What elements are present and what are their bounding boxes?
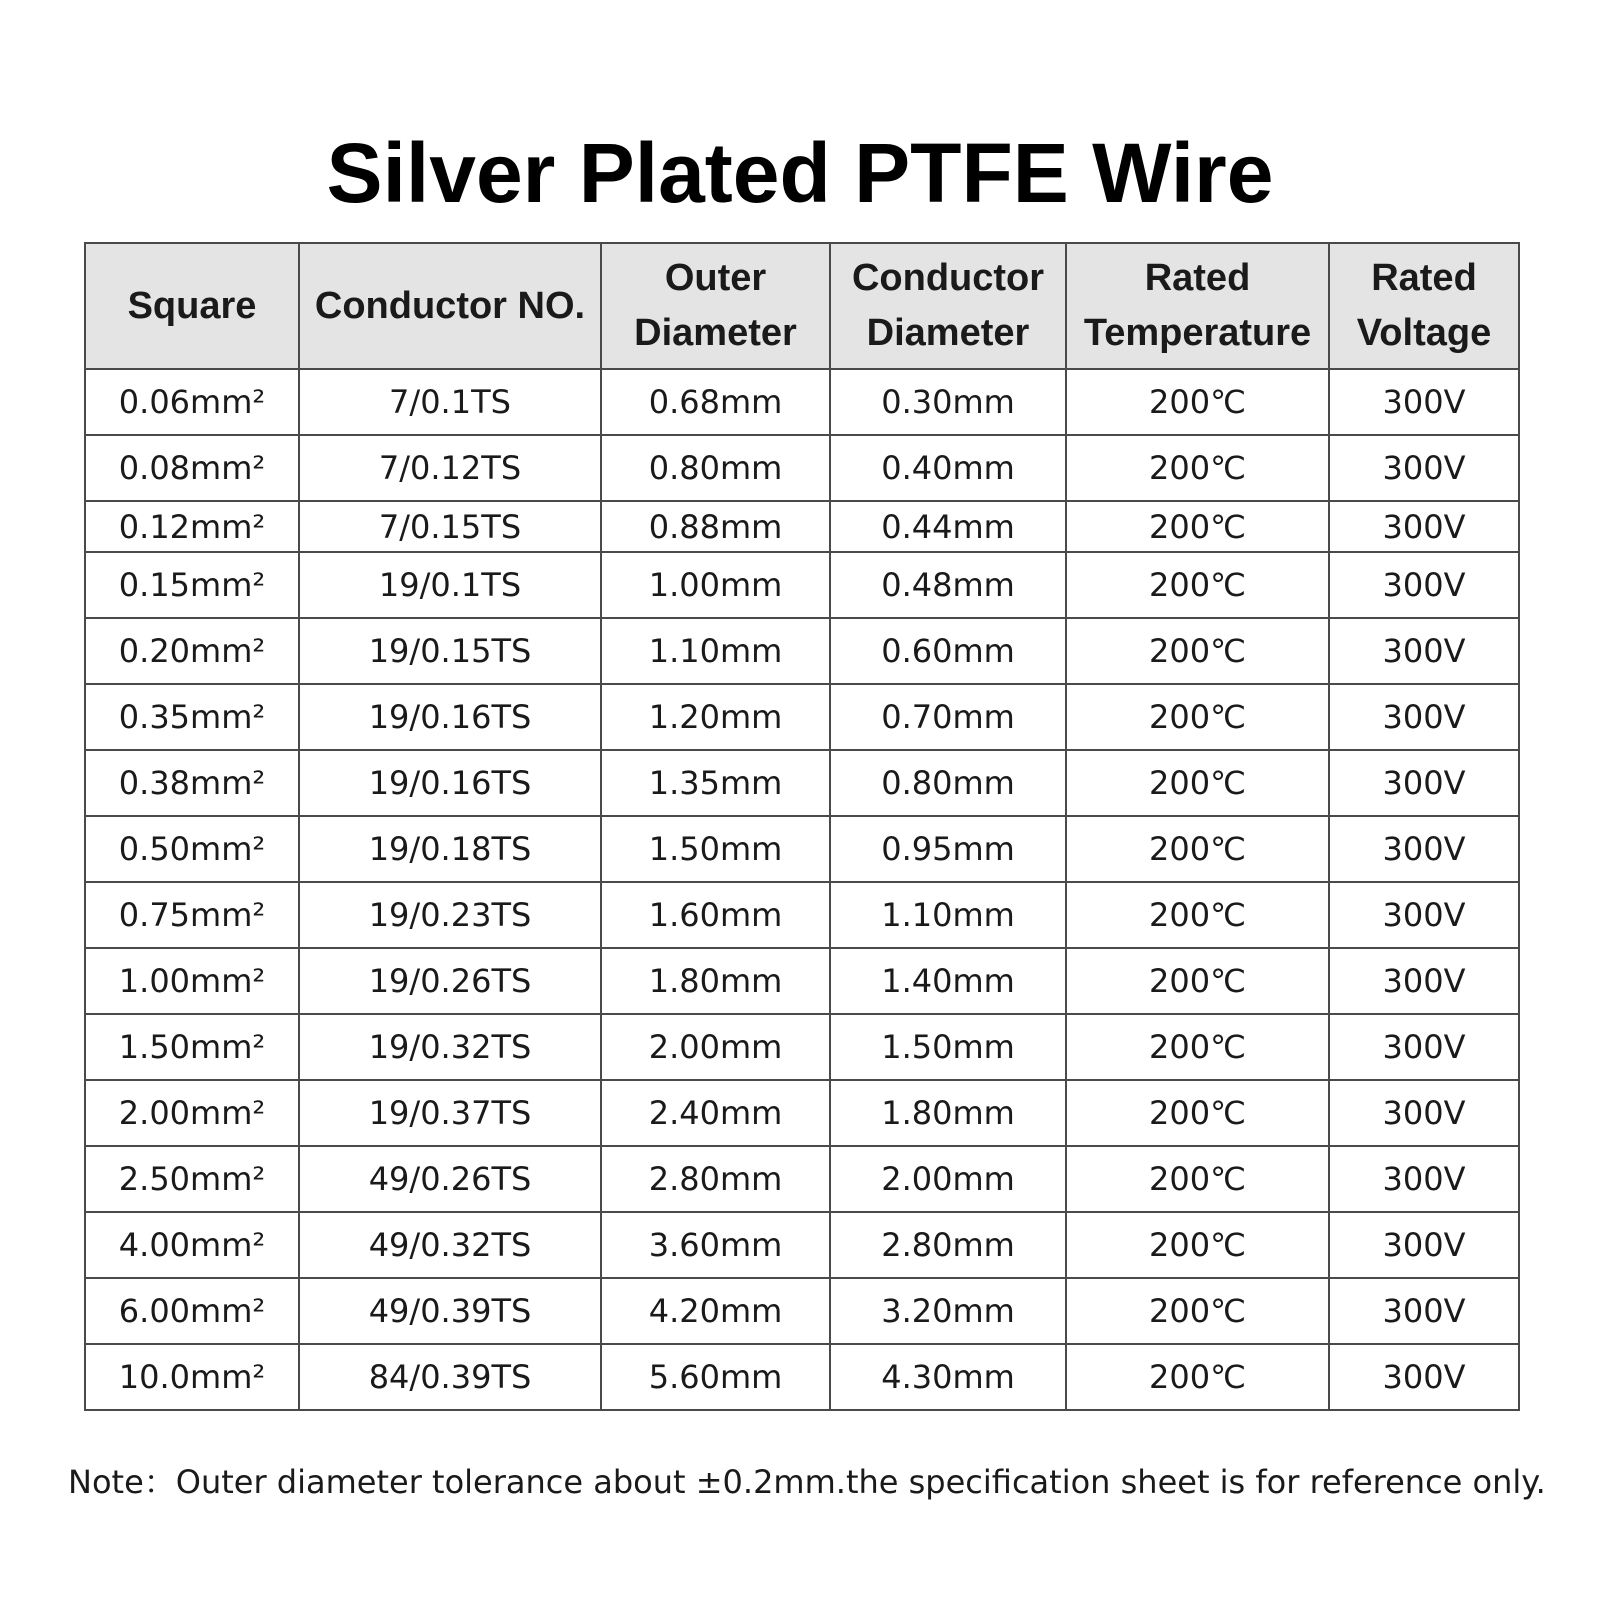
square-cell: 10.0mm² bbox=[85, 1344, 299, 1410]
rated-temperature-cell: 200℃ bbox=[1066, 1014, 1329, 1080]
conductor-diameter-cell: 0.30mm bbox=[830, 369, 1066, 435]
outer-diameter-cell: 0.88mm bbox=[601, 501, 830, 552]
rated-temperature-cell: 200℃ bbox=[1066, 882, 1329, 948]
footnote: Note：Outer diameter tolerance about ±0.2mm.the specification sheet is for reference only. bbox=[68, 1463, 1546, 1501]
header-square-line-1: Square bbox=[127, 284, 257, 327]
header-conductor-diameter-line-2: Diameter bbox=[866, 312, 1030, 354]
outer-diameter-cell: 1.80mm bbox=[601, 948, 830, 1014]
table-row bbox=[85, 435, 1519, 501]
rated-voltage-cell: 300V bbox=[1329, 369, 1519, 435]
table-row bbox=[85, 948, 1519, 1014]
conductor-diameter-cell: 4.30mm bbox=[830, 1344, 1066, 1410]
outer-diameter-cell: 1.35mm bbox=[601, 750, 830, 816]
header-square bbox=[85, 243, 299, 369]
outer-diameter-cell: 3.60mm bbox=[601, 1212, 830, 1278]
header-rated-temperature-line-2: Temperature bbox=[1083, 312, 1312, 354]
conductor-diameter-cell: 2.00mm bbox=[830, 1146, 1066, 1212]
rated-voltage-cell: 300V bbox=[1329, 501, 1519, 552]
rated-temperature-cell: 200℃ bbox=[1066, 948, 1329, 1014]
rated-temperature-cell: 200℃ bbox=[1066, 1212, 1329, 1278]
square-cell: 0.50mm² bbox=[85, 816, 299, 882]
outer-diameter-cell: 1.20mm bbox=[601, 684, 830, 750]
rated-voltage-cell: 300V bbox=[1329, 816, 1519, 882]
rated-voltage-cell: 300V bbox=[1329, 1080, 1519, 1146]
table-row bbox=[85, 1212, 1519, 1278]
square-cell: 0.38mm² bbox=[85, 750, 299, 816]
conductor-diameter-cell: 1.80mm bbox=[830, 1080, 1066, 1146]
rated-voltage-cell: 300V bbox=[1329, 684, 1519, 750]
rated-voltage-cell: 300V bbox=[1329, 552, 1519, 618]
table-row bbox=[85, 684, 1519, 750]
outer-diameter-cell: 1.00mm bbox=[601, 552, 830, 618]
table-row bbox=[85, 1344, 1519, 1410]
page-title: Silver Plated PTFE Wire bbox=[326, 126, 1274, 220]
conductor-diameter-cell: 0.70mm bbox=[830, 684, 1066, 750]
conductor-no-cell: 19/0.18TS bbox=[299, 816, 601, 882]
header-rated-voltage-line-1: Rated bbox=[1371, 257, 1477, 299]
rated-temperature-cell: 200℃ bbox=[1066, 435, 1329, 501]
table-row bbox=[85, 618, 1519, 684]
square-cell: 1.50mm² bbox=[85, 1014, 299, 1080]
square-cell: 4.00mm² bbox=[85, 1212, 299, 1278]
conductor-diameter-cell: 0.44mm bbox=[830, 501, 1066, 552]
rated-voltage-cell: 300V bbox=[1329, 1344, 1519, 1410]
header-outer-diameter bbox=[601, 243, 830, 369]
rated-temperature-cell: 200℃ bbox=[1066, 1146, 1329, 1212]
rated-voltage-cell: 300V bbox=[1329, 1146, 1519, 1212]
outer-diameter-cell: 2.40mm bbox=[601, 1080, 830, 1146]
conductor-diameter-cell: 1.10mm bbox=[830, 882, 1066, 948]
header-outer-diameter-line-2: Diameter bbox=[634, 312, 797, 354]
conductor-diameter-cell: 0.40mm bbox=[830, 435, 1066, 501]
outer-diameter-cell: 4.20mm bbox=[601, 1278, 830, 1344]
rated-voltage-cell: 300V bbox=[1329, 435, 1519, 501]
rated-temperature-cell: 200℃ bbox=[1066, 369, 1329, 435]
outer-diameter-cell: 2.00mm bbox=[601, 1014, 830, 1080]
rated-temperature-cell: 200℃ bbox=[1066, 684, 1329, 750]
square-cell: 0.08mm² bbox=[85, 435, 299, 501]
header-rated-voltage-line-2: Voltage bbox=[1356, 312, 1492, 354]
header-outer-diameter-line-1: Outer bbox=[664, 257, 767, 299]
spec-table bbox=[84, 242, 1520, 1411]
square-cell: 0.20mm² bbox=[85, 618, 299, 684]
conductor-no-cell: 19/0.37TS bbox=[299, 1080, 601, 1146]
square-cell: 0.12mm² bbox=[85, 501, 299, 552]
conductor-no-cell: 19/0.15TS bbox=[299, 618, 601, 684]
conductor-diameter-cell: 0.60mm bbox=[830, 618, 1066, 684]
outer-diameter-cell: 0.68mm bbox=[601, 369, 830, 435]
conductor-diameter-cell: 0.95mm bbox=[830, 816, 1066, 882]
square-cell: 2.00mm² bbox=[85, 1080, 299, 1146]
conductor-diameter-cell: 0.48mm bbox=[830, 552, 1066, 618]
rated-voltage-cell: 300V bbox=[1329, 750, 1519, 816]
conductor-no-cell: 84/0.39TS bbox=[299, 1344, 601, 1410]
conductor-no-cell: 19/0.1TS bbox=[299, 552, 601, 618]
header-conductor-diameter bbox=[830, 243, 1066, 369]
outer-diameter-cell: 5.60mm bbox=[601, 1344, 830, 1410]
conductor-no-cell: 19/0.16TS bbox=[299, 750, 601, 816]
header-rated-temperature bbox=[1066, 243, 1329, 369]
spec-table-header bbox=[85, 243, 1519, 369]
conductor-no-cell: 7/0.15TS bbox=[299, 501, 601, 552]
rated-voltage-cell: 300V bbox=[1329, 948, 1519, 1014]
square-cell: 2.50mm² bbox=[85, 1146, 299, 1212]
square-cell: 0.15mm² bbox=[85, 552, 299, 618]
rated-temperature-cell: 200℃ bbox=[1066, 552, 1329, 618]
outer-diameter-cell: 1.50mm bbox=[601, 816, 830, 882]
conductor-no-cell: 49/0.39TS bbox=[299, 1278, 601, 1344]
outer-diameter-cell: 0.80mm bbox=[601, 435, 830, 501]
header-conductor-diameter-line-1: Conductor bbox=[851, 257, 1045, 299]
rated-voltage-cell: 300V bbox=[1329, 882, 1519, 948]
rated-temperature-cell: 200℃ bbox=[1066, 1080, 1329, 1146]
rated-temperature-cell: 200℃ bbox=[1066, 1278, 1329, 1344]
conductor-diameter-cell: 0.80mm bbox=[830, 750, 1066, 816]
rated-voltage-cell: 300V bbox=[1329, 1014, 1519, 1080]
square-cell: 0.35mm² bbox=[85, 684, 299, 750]
header-rated-voltage bbox=[1329, 243, 1519, 369]
square-cell: 0.75mm² bbox=[85, 882, 299, 948]
rated-temperature-cell: 200℃ bbox=[1066, 816, 1329, 882]
conductor-no-cell: 49/0.32TS bbox=[299, 1212, 601, 1278]
rated-temperature-cell: 200℃ bbox=[1066, 501, 1329, 552]
square-cell: 0.06mm² bbox=[85, 369, 299, 435]
rated-temperature-cell: 200℃ bbox=[1066, 1344, 1329, 1410]
table-row bbox=[85, 816, 1519, 882]
conductor-no-cell: 19/0.32TS bbox=[299, 1014, 601, 1080]
spec-table-body bbox=[85, 369, 1519, 1410]
outer-diameter-cell: 1.10mm bbox=[601, 618, 830, 684]
conductor-no-cell: 7/0.12TS bbox=[299, 435, 601, 501]
conductor-no-cell: 19/0.16TS bbox=[299, 684, 601, 750]
table-row bbox=[85, 1146, 1519, 1212]
conductor-no-cell: 19/0.23TS bbox=[299, 882, 601, 948]
conductor-diameter-cell: 2.80mm bbox=[830, 1212, 1066, 1278]
conductor-diameter-cell: 1.40mm bbox=[830, 948, 1066, 1014]
table-row bbox=[85, 1014, 1519, 1080]
table-row bbox=[85, 750, 1519, 816]
table-row bbox=[85, 552, 1519, 618]
rated-voltage-cell: 300V bbox=[1329, 1278, 1519, 1344]
table-row bbox=[85, 1080, 1519, 1146]
header-conductor-no bbox=[299, 243, 601, 369]
rated-temperature-cell: 200℃ bbox=[1066, 750, 1329, 816]
conductor-no-cell: 49/0.26TS bbox=[299, 1146, 601, 1212]
conductor-diameter-cell: 3.20mm bbox=[830, 1278, 1066, 1344]
conductor-diameter-cell: 1.50mm bbox=[830, 1014, 1066, 1080]
table-row bbox=[85, 1278, 1519, 1344]
header-row bbox=[85, 243, 1519, 369]
rated-voltage-cell: 300V bbox=[1329, 618, 1519, 684]
table-row bbox=[85, 369, 1519, 435]
square-cell: 1.00mm² bbox=[85, 948, 299, 1014]
table-row bbox=[85, 882, 1519, 948]
table-row bbox=[85, 501, 1519, 552]
conductor-no-cell: 19/0.26TS bbox=[299, 948, 601, 1014]
header-conductor-no-line-1: Conductor NO. bbox=[314, 284, 586, 327]
conductor-no-cell: 7/0.1TS bbox=[299, 369, 601, 435]
rated-voltage-cell: 300V bbox=[1329, 1212, 1519, 1278]
outer-diameter-cell: 2.80mm bbox=[601, 1146, 830, 1212]
square-cell: 6.00mm² bbox=[85, 1278, 299, 1344]
header-rated-temperature-line-1: Rated bbox=[1144, 257, 1251, 299]
rated-temperature-cell: 200℃ bbox=[1066, 618, 1329, 684]
outer-diameter-cell: 1.60mm bbox=[601, 882, 830, 948]
